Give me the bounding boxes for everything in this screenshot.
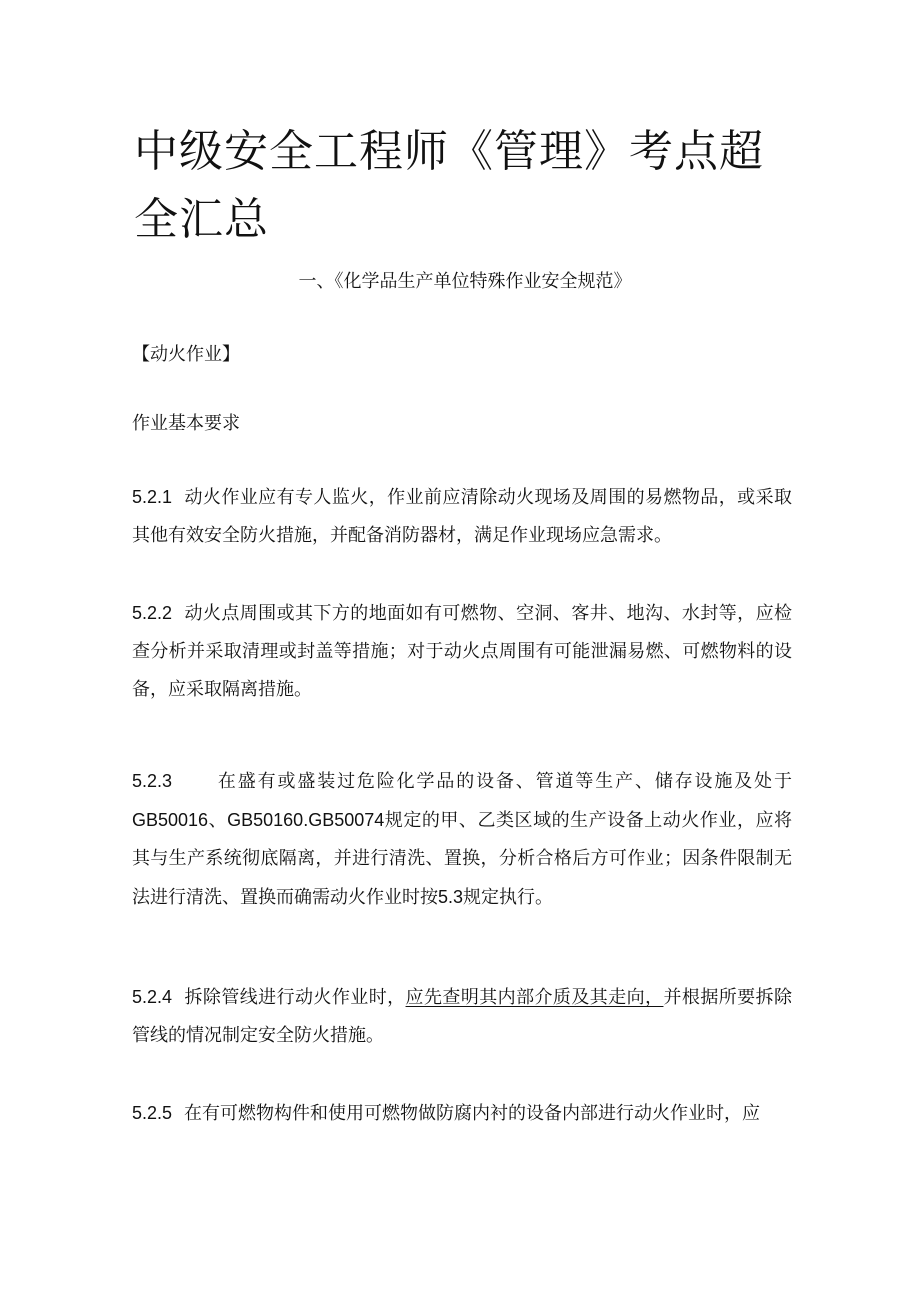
underlined-text: 应先查明其内部介质及其走向，	[405, 987, 664, 1008]
clause-text-end: 规定执行。	[463, 887, 554, 908]
paragraph-5-2-5	[132, 1094, 792, 1133]
clause-reference: 5.3	[438, 887, 464, 907]
clause-number: 5.2.4	[132, 987, 173, 1007]
clause-text: 动火作业应有专人监火，作业前应清除动火现场及周围的易燃物品，或采取其他有效安全防火措施，并配备消防器材，满足作业现场应急需求。	[132, 487, 792, 546]
document-subtitle	[0, 268, 920, 296]
clause-number: 5.2.1	[132, 487, 173, 507]
clause-text: 在有可燃物构件和使用可燃物做防腐内衬的设备内部进行动火作业时，应	[184, 1103, 761, 1124]
clause-text: 在盛有或盛装过危险化学品的设备、管道等生产、储存设施及处于	[216, 771, 792, 792]
sub-heading: 作业基本要求	[132, 413, 240, 434]
standard-codes: GB50016、GB50160.GB50074	[132, 810, 385, 830]
clause-text: 动火点周围或其下方的地面如有可燃物、空洞、客井、地沟、水封等，应检查分析并采取清理或封盖等措施；对于动火点周围有可能泄漏易燃、可燃物料的设备，应采取隔离措施。	[132, 603, 792, 700]
clause-text: 拆除管线进行动火作业时，	[184, 987, 406, 1008]
document-title: 中级安全工程师《管理》考点超全汇总	[134, 126, 764, 245]
paragraph-5-2-2	[132, 594, 792, 709]
section-heading: 【动火作业】	[132, 344, 240, 365]
clause-text-cont: 规定的甲、乙类区域的生产设备上动火作业，应将其与生产系统彻底隔离，并进行清洗、置换，分析合格后方可作业；因条件限制无法进行清洗、置换而确需动火作业时按	[132, 810, 793, 908]
clause-number: 5.2.2	[132, 603, 173, 623]
subtitle-text: 一、《化学品生产单位特殊作业安全规范》	[298, 271, 632, 292]
paragraph-5-2-1	[132, 478, 792, 555]
paragraph-5-2-4	[132, 978, 792, 1055]
paragraph-5-2-3	[132, 762, 792, 917]
clause-number: 5.2.3	[132, 771, 173, 791]
clause-text-cont: 并根据所要拆除管线的情况制定安全防火措施。	[132, 987, 793, 1046]
clause-number: 5.2.5	[132, 1103, 173, 1123]
